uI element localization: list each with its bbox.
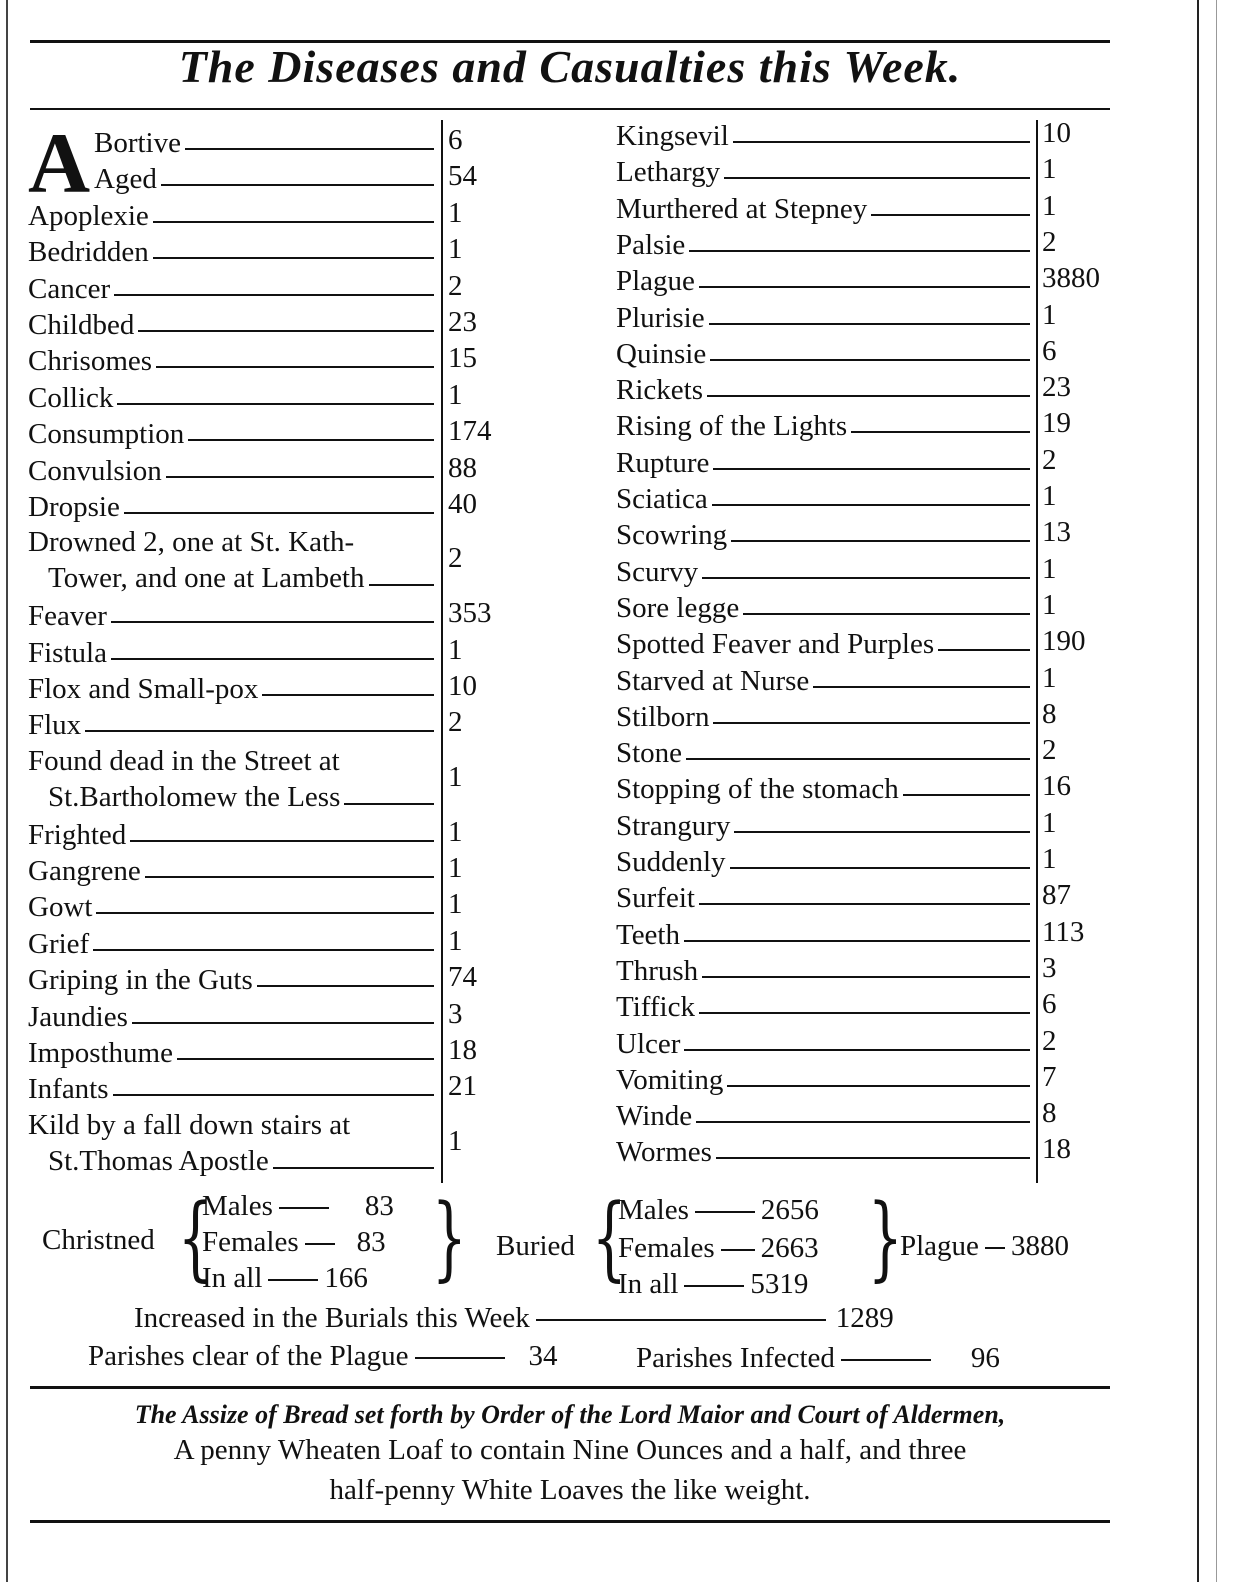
entry-name: Bortive xyxy=(94,127,181,159)
entry-count: 1 xyxy=(448,633,463,666)
entry-row xyxy=(94,124,438,160)
entry-count: 1 xyxy=(448,924,463,957)
leader-line xyxy=(156,366,434,368)
buried-females-label: Females xyxy=(618,1232,715,1264)
entry-count: 1 xyxy=(1042,480,1057,512)
entry-row xyxy=(28,706,438,742)
leader-line xyxy=(145,876,434,878)
entry-count: 6 xyxy=(1042,334,1057,367)
entry-name: Cancer xyxy=(28,272,111,305)
entry-count: 7 xyxy=(1042,1060,1057,1093)
entry-name: Suddenly xyxy=(616,846,726,878)
buried-all-value: 5319 xyxy=(750,1268,809,1300)
entry-name-line2-row xyxy=(28,560,438,596)
entry-count: 23 xyxy=(448,306,477,338)
entry-count: 3880 xyxy=(1042,262,1100,295)
entry-count: 1 xyxy=(1042,298,1057,331)
entry-row xyxy=(616,516,1034,552)
leader-line xyxy=(699,286,1030,288)
entry-name: Stilborn xyxy=(616,700,710,733)
entry-count: 113 xyxy=(1042,915,1085,948)
buried-close-brace: } xyxy=(867,1184,903,1291)
leader-line xyxy=(111,658,434,660)
entry-count: 16 xyxy=(1042,770,1071,803)
entry-count: 1 xyxy=(448,233,463,266)
christned-all-label: In all xyxy=(202,1262,263,1294)
buried-label: Buried xyxy=(496,1230,575,1262)
christned-all xyxy=(202,1262,368,1295)
christned-males-label: Males xyxy=(202,1190,273,1222)
bottom-rule xyxy=(30,1520,1110,1523)
leader-line xyxy=(684,940,1030,942)
entry-name: Convulsion xyxy=(28,454,162,487)
entry-name: Griping in the Guts xyxy=(28,964,253,997)
leader-line xyxy=(185,148,434,150)
entry-two-line xyxy=(28,1107,438,1179)
christned-label: Christned xyxy=(42,1224,155,1256)
entry-row xyxy=(28,415,438,451)
entry-two-line xyxy=(28,524,438,596)
leader-line xyxy=(713,722,1030,724)
entry-count: 87 xyxy=(1042,879,1071,912)
entry-name-line1: Found dead in the Street at xyxy=(28,744,340,777)
entry-name-line1: Drowned 2, one at St. Kath- xyxy=(28,526,355,559)
entry-name: Starved at Nurse xyxy=(616,664,810,697)
assize-line-1: A penny Wheaten Loaf to contain Nine Ounces and a half, and three xyxy=(173,1434,967,1466)
entry-row xyxy=(616,444,1034,480)
footer-rule xyxy=(30,1386,1110,1389)
leader-line xyxy=(273,1167,434,1169)
left-column-divider xyxy=(441,120,443,1183)
entry-row xyxy=(28,306,438,342)
leader-line xyxy=(702,577,1030,579)
leader-line xyxy=(96,912,434,914)
buried-females xyxy=(618,1232,819,1265)
entry-row xyxy=(28,233,438,269)
increased-burials xyxy=(134,1302,894,1335)
christned-females xyxy=(202,1226,386,1259)
leader-line xyxy=(707,395,1030,397)
page-edge-right xyxy=(1197,0,1199,1582)
leader-line xyxy=(712,504,1030,506)
entry-name-line2: St.Thomas Apostle xyxy=(48,1144,269,1177)
leader-line xyxy=(716,1157,1030,1159)
entry-count: 174 xyxy=(448,415,492,448)
title-rule xyxy=(30,108,1110,110)
entry-row xyxy=(28,1034,438,1070)
entry-name: Kingsevil xyxy=(616,120,729,152)
entry-name: Ulcer xyxy=(616,1027,681,1060)
entry-count: 2 xyxy=(448,542,463,575)
entry-count: 2 xyxy=(1042,1024,1057,1057)
entry-row xyxy=(28,925,438,961)
entry-row xyxy=(616,807,1034,843)
entry-row xyxy=(94,160,438,196)
entry-count: 1 xyxy=(448,815,463,848)
entry-name: Jaundies xyxy=(28,1000,128,1033)
assize-title: The Assize of Bread set forth by Order of the Lord Maior and Court of Aldermen, xyxy=(134,1400,1006,1429)
entry-two-line xyxy=(28,743,438,815)
leader-line xyxy=(699,1012,1030,1014)
entry-name: Fistula xyxy=(28,636,107,669)
entry-row xyxy=(616,625,1034,661)
leader-line xyxy=(696,1121,1030,1123)
buried-males xyxy=(618,1194,819,1227)
leader-line xyxy=(124,512,434,514)
entry-name: Infants xyxy=(28,1073,109,1106)
entry-row xyxy=(616,843,1034,879)
entry-row xyxy=(616,553,1034,589)
entry-name: Quinsie xyxy=(616,337,707,370)
entry-name: Gowt xyxy=(28,891,93,924)
entry-row xyxy=(28,816,438,852)
entry-row xyxy=(616,1133,1034,1169)
entry-name: Vomiting xyxy=(616,1063,724,1096)
leader-line xyxy=(153,257,434,259)
entry-row xyxy=(616,335,1034,371)
entry-name: Strangury xyxy=(616,809,731,842)
entry-name: Stone xyxy=(616,737,683,770)
entry-name: Scurvy xyxy=(616,555,699,588)
christned-close-brace: } xyxy=(431,1184,467,1291)
entry-name: Dropsie xyxy=(28,491,120,523)
buried-brace: { xyxy=(591,1184,627,1291)
entry-name: Murthered at Stepney xyxy=(616,192,868,225)
entry-name: Collick xyxy=(28,381,114,414)
entry-row xyxy=(28,1070,438,1106)
entry-count: 2 xyxy=(1042,443,1057,476)
entry-name: Consumption xyxy=(28,418,185,451)
leader-line xyxy=(161,184,434,186)
entry-name: Stopping of the stomach xyxy=(616,773,899,806)
entry-name: Frighted xyxy=(28,818,127,851)
entry-row xyxy=(28,888,438,924)
entry-count: 1 xyxy=(448,852,463,884)
entry-count: 6 xyxy=(1042,988,1057,1021)
entry-row xyxy=(616,734,1034,770)
entry-count: 13 xyxy=(1042,516,1071,549)
entry-count: 19 xyxy=(1042,407,1071,440)
entry-count: 1 xyxy=(1042,661,1057,694)
leader-line xyxy=(177,1058,434,1060)
entry-count: 1 xyxy=(1042,552,1057,585)
entry-count: 1 xyxy=(448,196,463,229)
entry-row xyxy=(616,153,1034,189)
leader-line xyxy=(114,294,434,296)
entry-row xyxy=(616,1025,1034,1061)
entry-count: 8 xyxy=(1042,697,1057,730)
page-edge-left xyxy=(6,0,8,1582)
entry-row xyxy=(28,597,438,633)
christned-females-label: Females xyxy=(202,1226,299,1258)
entry-name: Bedridden xyxy=(28,236,149,269)
entry-row xyxy=(28,452,438,488)
entry-name: Sore legge xyxy=(616,591,740,624)
parishes-infected-label: Parishes Infected xyxy=(636,1342,835,1374)
buried-all xyxy=(618,1268,808,1301)
entry-count: 88 xyxy=(448,451,477,484)
entry-row xyxy=(28,961,438,997)
entry-row xyxy=(616,879,1034,915)
entry-row xyxy=(616,1097,1034,1133)
leader-line xyxy=(730,867,1030,869)
entry-count: 1 xyxy=(1042,588,1057,621)
entry-count: 15 xyxy=(448,342,477,375)
leader-line xyxy=(369,584,435,586)
entry-name: Winde xyxy=(616,1100,693,1133)
entry-count: 74 xyxy=(448,961,477,994)
leader-line xyxy=(113,1094,434,1096)
entry-row xyxy=(616,117,1034,153)
entry-name-line2: Tower, and one at Lambeth xyxy=(48,562,365,595)
leader-line xyxy=(710,359,1030,361)
entry-name: Chrisomes xyxy=(28,345,153,378)
buried-all-label: In all xyxy=(618,1268,679,1300)
leader-line xyxy=(699,903,1030,905)
entry-row xyxy=(28,197,438,233)
entry-count: 18 xyxy=(448,1034,477,1066)
entry-count: 21 xyxy=(448,1070,477,1103)
entry-name: Flux xyxy=(28,709,82,742)
entry-row xyxy=(616,770,1034,806)
leader-line xyxy=(85,730,434,732)
entry-name: Lethargy xyxy=(616,156,721,189)
entry-name: Surfeit xyxy=(616,882,695,915)
entry-row xyxy=(28,634,438,670)
entry-count: 40 xyxy=(448,488,477,520)
entry-count: 1 xyxy=(448,1124,463,1157)
leader-line xyxy=(733,141,1030,143)
plague-total-label: Plague xyxy=(900,1230,979,1262)
leader-line xyxy=(689,250,1030,252)
christned-brace: { xyxy=(177,1184,213,1291)
assize-line-2: half-penny White Loaves the like weight. xyxy=(329,1474,811,1506)
leader-line xyxy=(743,613,1030,615)
entry-row xyxy=(616,952,1034,988)
entry-name: Plurisie xyxy=(616,301,705,334)
entry-row xyxy=(616,589,1034,625)
leader-line xyxy=(731,540,1030,542)
entry-name-line2-row xyxy=(28,1143,438,1179)
entry-count: 54 xyxy=(448,160,477,193)
entry-row xyxy=(616,299,1034,335)
entry-row xyxy=(616,190,1034,226)
increased-label: Increased in the Burials this Week xyxy=(134,1302,530,1334)
entry-name: Gangrene xyxy=(28,855,141,887)
plague-total-value: 3880 xyxy=(1010,1230,1069,1262)
entry-count: 8 xyxy=(1042,1097,1057,1130)
entry-row xyxy=(28,852,438,888)
parishes-clear-label: Parishes clear of the Plague xyxy=(88,1340,409,1372)
leader-line xyxy=(188,439,434,441)
drop-cap: A xyxy=(28,115,91,211)
entry-row xyxy=(616,480,1034,516)
leader-line xyxy=(813,686,1030,688)
parishes-infected-value: 96 xyxy=(970,1342,1000,1374)
entry-row xyxy=(616,988,1034,1024)
leader-line xyxy=(117,403,434,405)
plague-total xyxy=(900,1230,1069,1263)
entry-count: 3 xyxy=(448,997,463,1030)
entry-count: 10 xyxy=(448,670,477,702)
leader-line xyxy=(138,330,434,332)
entry-row xyxy=(616,226,1034,262)
leader-line xyxy=(684,1049,1030,1051)
parishes-clear-value: 34 xyxy=(528,1340,558,1372)
entry-count: 1 xyxy=(448,888,463,921)
entry-name: Spotted Feaver and Purples xyxy=(616,628,935,661)
entry-count: 2 xyxy=(1042,734,1057,767)
entry-row xyxy=(616,407,1034,443)
entry-name: Rickets xyxy=(616,374,703,407)
leader-line xyxy=(702,976,1030,978)
entry-name: Wormes xyxy=(616,1136,712,1169)
entry-name: Flox and Small-pox xyxy=(28,673,259,705)
leader-line xyxy=(938,649,1030,651)
entry-count: 3 xyxy=(1042,951,1057,984)
entry-name: Grief xyxy=(28,927,90,960)
entry-count: 2 xyxy=(448,706,463,739)
leader-line xyxy=(257,985,434,987)
christned-all-value: 166 xyxy=(324,1262,368,1294)
leader-line xyxy=(132,1022,434,1024)
entry-count: 1 xyxy=(1042,189,1057,222)
right-column-divider xyxy=(1036,120,1038,1183)
entry-name-line2: St.Bartholomew the Less xyxy=(48,780,341,813)
leader-line xyxy=(724,177,1030,179)
leader-line xyxy=(262,694,434,696)
page-edge-far-right xyxy=(1216,0,1217,1582)
entry-count: 1 xyxy=(1042,153,1057,186)
entry-name: Sciatica xyxy=(616,483,708,515)
entry-row xyxy=(28,488,438,524)
leader-line xyxy=(734,831,1030,833)
leader-line xyxy=(686,758,1030,760)
entry-name: Palsie xyxy=(616,228,686,261)
entry-name: Aged xyxy=(94,163,157,196)
entry-name-line1: Kild by a fall down stairs at xyxy=(28,1108,351,1141)
entry-row xyxy=(28,270,438,306)
leader-line xyxy=(871,214,1030,216)
entry-count: 190 xyxy=(1042,625,1086,658)
entry-name: Childbed xyxy=(28,309,135,341)
entry-row xyxy=(616,916,1034,952)
increased-value: 1289 xyxy=(835,1302,894,1334)
christned-males xyxy=(202,1190,394,1223)
entry-count: 1 xyxy=(448,760,463,793)
entry-row xyxy=(616,1061,1034,1097)
entry-row xyxy=(28,342,438,378)
entry-row xyxy=(616,262,1034,298)
entry-name: Rupture xyxy=(616,446,710,479)
parishes-clear xyxy=(88,1340,558,1373)
entry-name: Teeth xyxy=(616,918,680,951)
leader-line xyxy=(130,840,434,842)
entry-row xyxy=(616,698,1034,734)
buried-females-value: 2663 xyxy=(760,1232,819,1264)
entry-count: 1 xyxy=(1042,806,1057,839)
entry-count: 1 xyxy=(448,378,463,411)
entry-count: 23 xyxy=(1042,371,1071,404)
leader-line xyxy=(111,621,434,623)
entry-name: Tiffick xyxy=(616,991,695,1024)
entry-name: Plague xyxy=(616,265,695,298)
christned-females-value: 83 xyxy=(356,1226,386,1258)
entry-count: 2 xyxy=(448,269,463,302)
entry-row xyxy=(28,379,438,415)
entry-name: Feaver xyxy=(28,600,107,633)
entry-row xyxy=(616,371,1034,407)
leader-line xyxy=(851,431,1030,433)
entry-row xyxy=(616,662,1034,698)
entry-count: 2 xyxy=(1042,225,1057,258)
entry-name: Rising of the Lights xyxy=(616,410,848,443)
entry-count: 353 xyxy=(448,597,492,630)
entry-count: 10 xyxy=(1042,117,1071,149)
entry-row xyxy=(28,998,438,1034)
entry-name: Imposthume xyxy=(28,1037,173,1069)
parishes-infected xyxy=(636,1342,1000,1375)
leader-line xyxy=(713,468,1030,470)
page-title: The Diseases and Casualties this Week. xyxy=(178,41,962,92)
entry-name-line2-row xyxy=(28,779,438,815)
entry-count: 6 xyxy=(448,124,463,156)
christned-males-value: 83 xyxy=(364,1190,394,1222)
leader-line xyxy=(344,803,434,805)
entry-count: 18 xyxy=(1042,1133,1071,1166)
entry-name: Scowring xyxy=(616,519,728,552)
buried-males-value: 2656 xyxy=(760,1194,819,1226)
leader-line xyxy=(727,1085,1030,1087)
leader-line xyxy=(93,949,434,951)
leader-line xyxy=(903,794,1030,796)
entry-row xyxy=(28,670,438,706)
entry-name: Apoplexie xyxy=(28,199,149,232)
entry-count: 1 xyxy=(1042,843,1057,875)
leader-line xyxy=(166,476,434,478)
entry-name: Thrush xyxy=(616,954,699,987)
buried-males-label: Males xyxy=(618,1194,689,1226)
leader-line xyxy=(709,323,1030,325)
leader-line xyxy=(153,221,434,223)
